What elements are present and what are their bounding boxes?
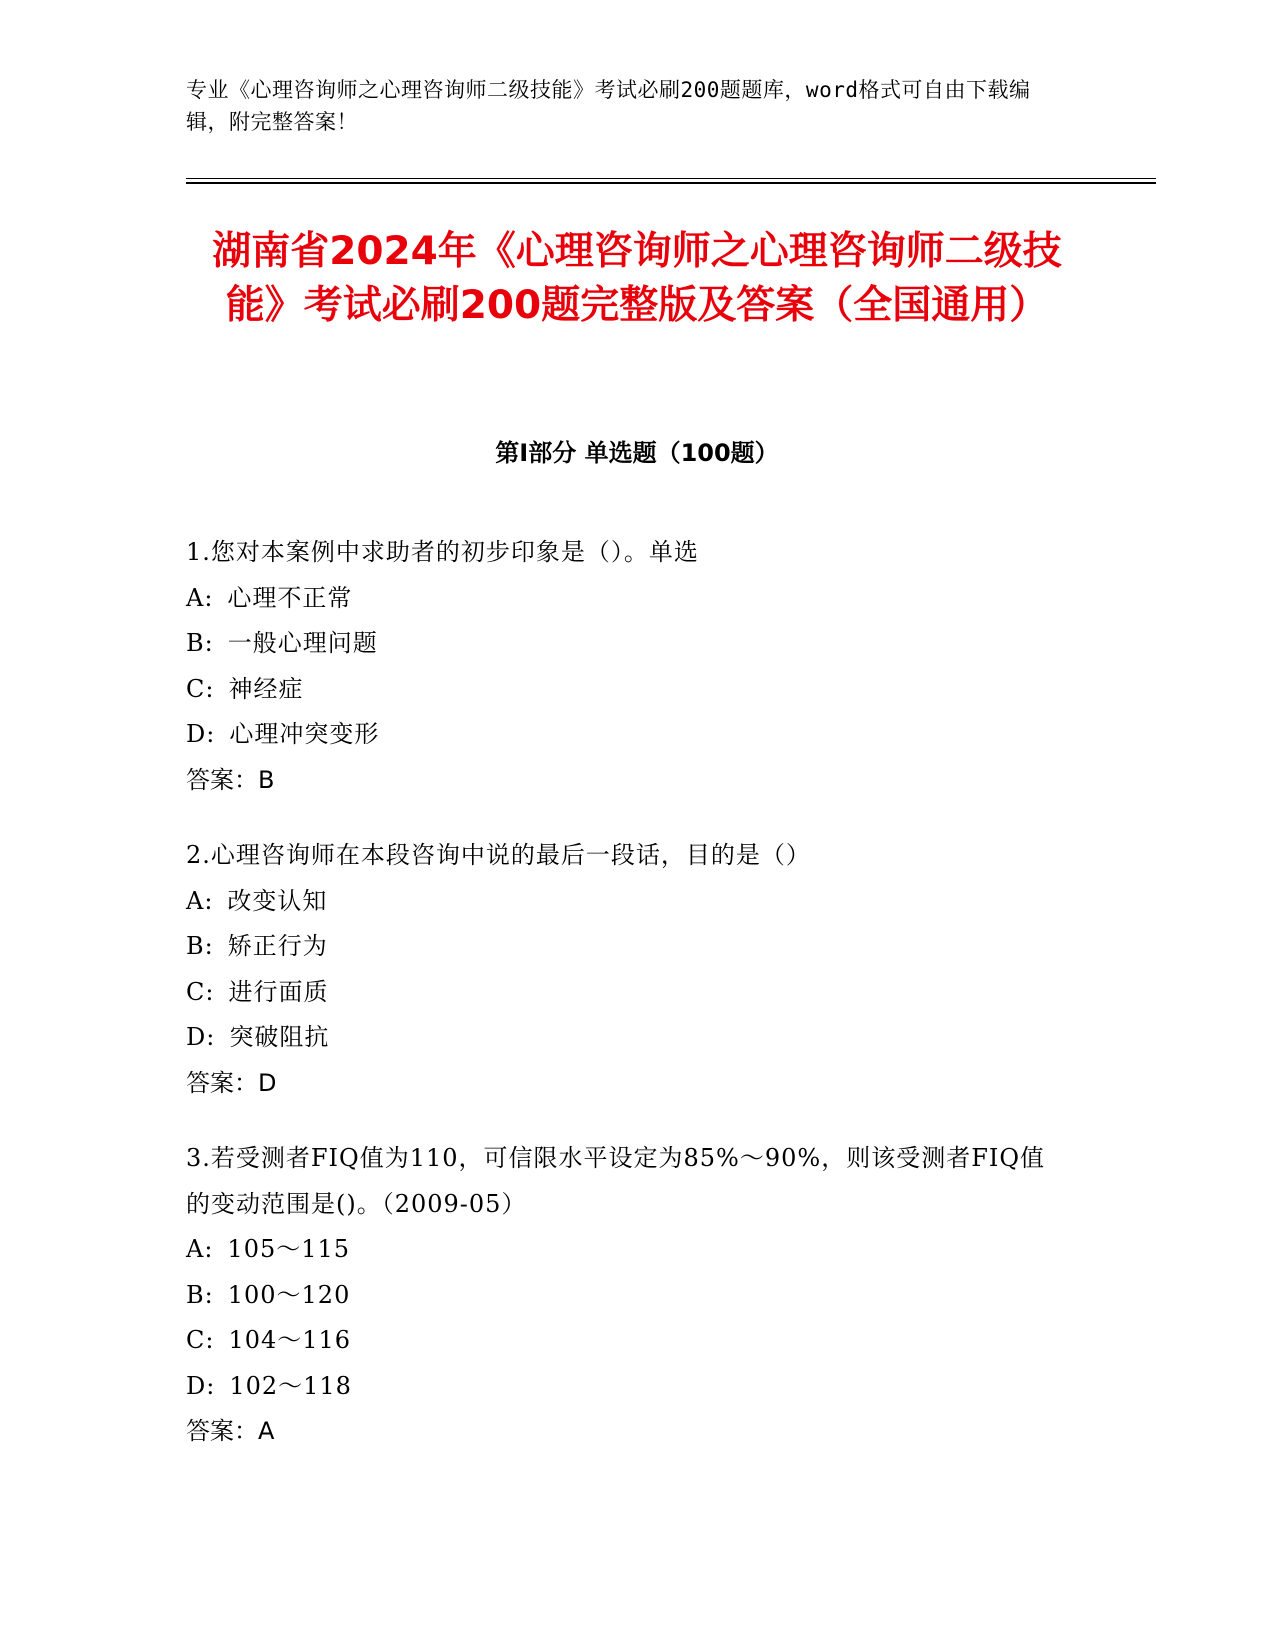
option-letter: D: — [186, 1023, 216, 1051]
option-letter: B: — [186, 1280, 214, 1309]
header-divider-thin — [186, 178, 1156, 179]
answer-line: 答案：B — [186, 765, 275, 794]
option-b — [186, 621, 1066, 667]
option-letter: C: — [186, 1326, 215, 1354]
option-text: 102～118 — [229, 1371, 352, 1400]
question-1 — [186, 530, 1066, 803]
option-c — [186, 667, 1066, 713]
option-letter: A: — [186, 583, 214, 612]
option-text: 心理不正常 — [227, 583, 353, 612]
option-letter: A: — [186, 886, 214, 915]
option-text: 矫正行为 — [227, 932, 328, 960]
option-letter: D: — [186, 720, 216, 748]
option-text: 104～116 — [228, 1326, 352, 1354]
question-3 — [186, 1136, 1066, 1455]
header-divider-thick — [186, 182, 1156, 184]
option-c — [186, 1318, 1066, 1364]
option-text: 改变认知 — [227, 886, 328, 915]
option-b — [186, 924, 1066, 970]
header-note: 专业《心理咨询师之心理咨询师二级技能》考试必刷200题题库，word格式可自由下载编辑，附完整答案！ — [186, 78, 1031, 134]
option-letter: B: — [186, 629, 214, 657]
option-c — [186, 970, 1066, 1016]
answer-line: 答案：D — [186, 1068, 277, 1097]
option-letter: D: — [186, 1371, 216, 1400]
option-a — [186, 1227, 1066, 1273]
option-letter: C: — [186, 674, 215, 703]
option-text: 一般心理问题 — [227, 629, 378, 657]
option-text: 突破阻抗 — [229, 1023, 330, 1051]
document-title: 湖南省2024年《心理咨询师之心理咨询师二级技能》考试必刷200题完整版及答案（全国通用） — [212, 229, 1062, 328]
option-d — [186, 1015, 1066, 1061]
question-stem: 2.心理咨询师在本段咨询中说的最后一段话，目的是（） — [186, 841, 811, 869]
option-letter: A: — [186, 1235, 214, 1263]
section-heading: 第I部分 单选题（100题） — [495, 439, 779, 467]
option-text: 进行面质 — [228, 977, 329, 1006]
question-stem: 3.若受测者FIQ值为110，可信限水平设定为85%～90%，则该受测者FIQ值的变动范围是()。（2009-05） — [186, 1144, 1046, 1218]
option-text: 心理冲突变形 — [229, 720, 380, 748]
question-stem: 1.您对本案例中求助者的初步印象是（）。单选 — [186, 538, 699, 566]
answer-line: 答案：A — [186, 1417, 275, 1445]
option-b — [186, 1273, 1066, 1319]
option-d — [186, 712, 1066, 758]
question-2 — [186, 833, 1066, 1106]
option-text: 105～115 — [227, 1235, 351, 1263]
option-letter: C: — [186, 977, 215, 1006]
option-letter: B: — [186, 932, 214, 960]
option-text: 神经症 — [228, 674, 304, 703]
question-list — [186, 530, 1066, 1485]
option-a — [186, 879, 1066, 925]
option-text: 100～120 — [227, 1280, 351, 1309]
option-d — [186, 1364, 1066, 1410]
option-a — [186, 576, 1066, 622]
